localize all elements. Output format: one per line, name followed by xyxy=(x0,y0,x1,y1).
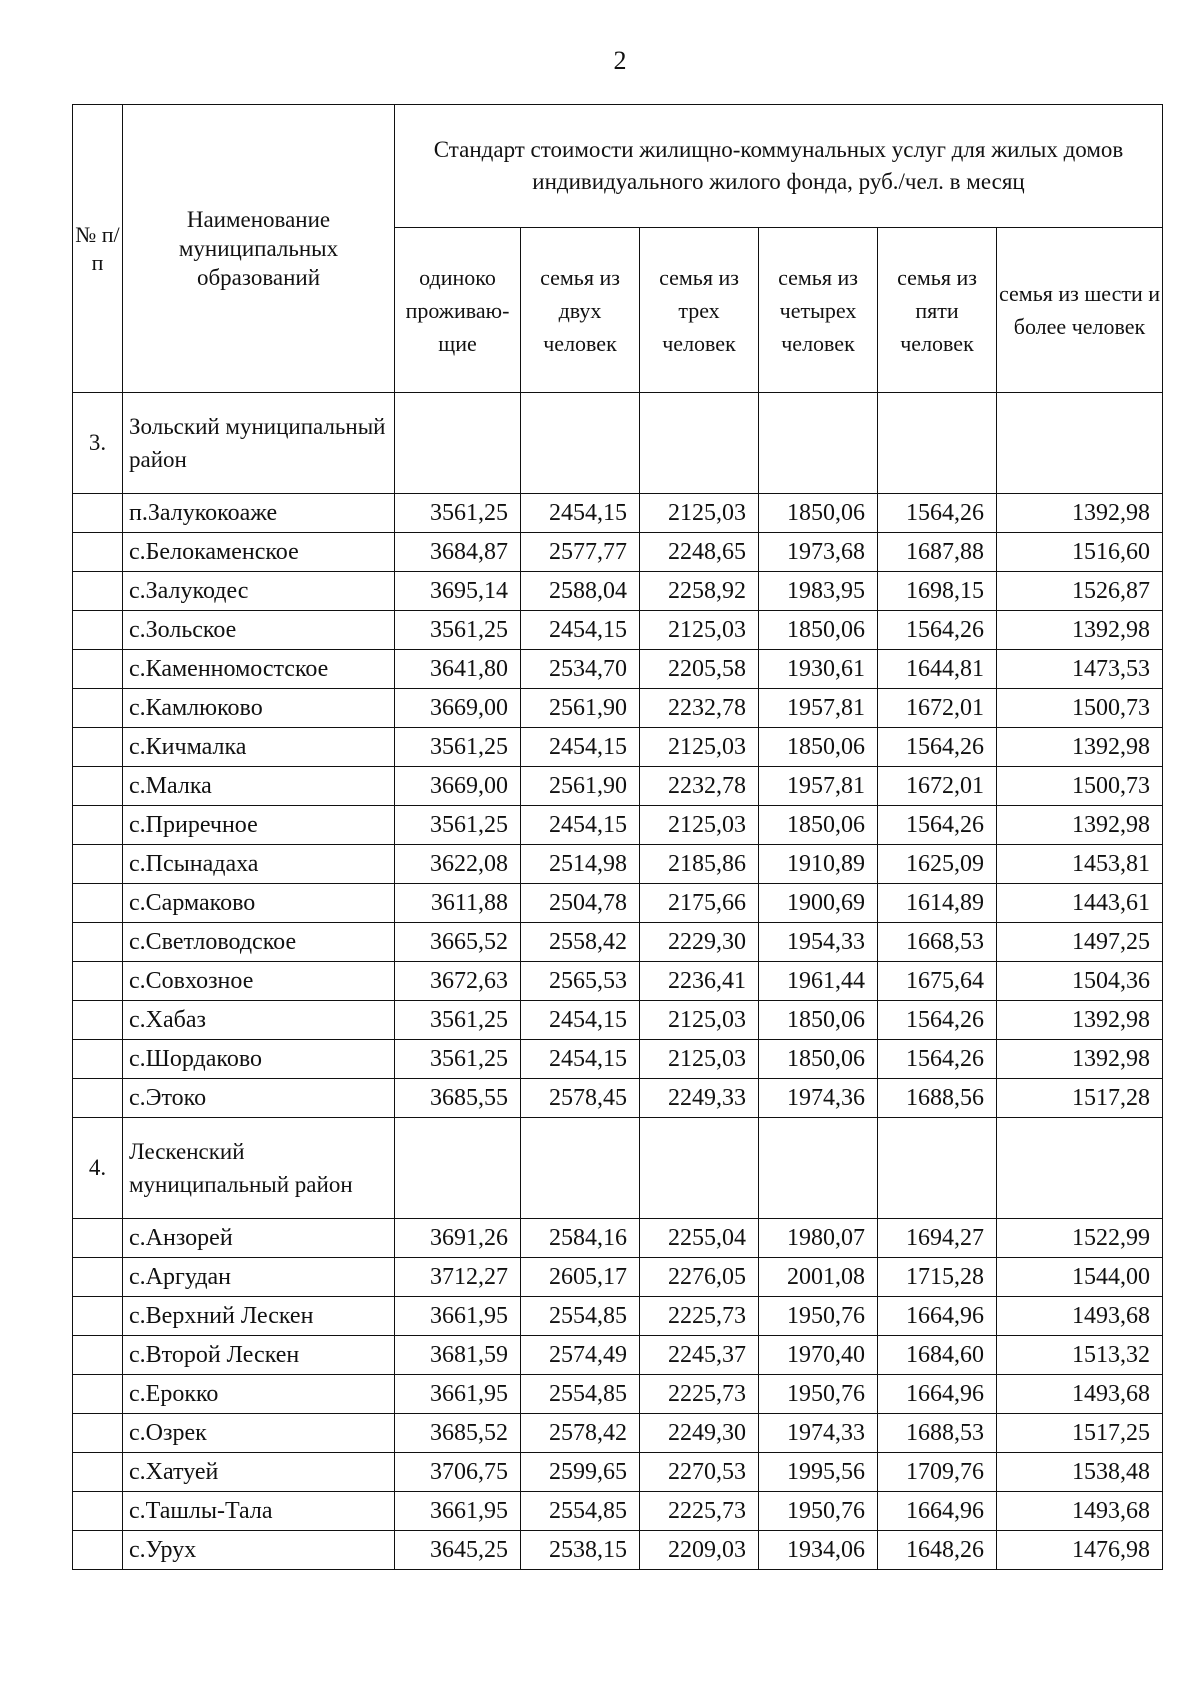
header-family-5: семья из пяти человек xyxy=(878,228,997,393)
cost-value: 2125,03 xyxy=(640,1001,759,1040)
table-row xyxy=(73,1219,1163,1258)
cost-value: 1675,64 xyxy=(878,962,997,1001)
cost-value: 3695,14 xyxy=(395,572,521,611)
cost-value: 2270,53 xyxy=(640,1453,759,1492)
cost-value: 3661,95 xyxy=(395,1297,521,1336)
cost-value: 2249,33 xyxy=(640,1079,759,1118)
cost-value: 2554,85 xyxy=(521,1375,640,1414)
cost-value: 2205,58 xyxy=(640,650,759,689)
cost-value: 2225,73 xyxy=(640,1375,759,1414)
cost-value: 1504,36 xyxy=(997,962,1163,1001)
settlement-name: с.Второй Лескен xyxy=(123,1336,395,1375)
cost-value: 2577,77 xyxy=(521,533,640,572)
cost-value: 1950,76 xyxy=(759,1375,878,1414)
table-row xyxy=(73,845,1163,884)
cost-value: 3561,25 xyxy=(395,728,521,767)
cost-value: 1684,60 xyxy=(878,1336,997,1375)
cost-value: 2248,65 xyxy=(640,533,759,572)
settlement-name: с.Приречное xyxy=(123,806,395,845)
cost-value: 1664,96 xyxy=(878,1375,997,1414)
settlement-name: с.Ташлы-Тала xyxy=(123,1492,395,1531)
empty-cell xyxy=(759,1118,878,1219)
cost-value: 1473,53 xyxy=(997,650,1163,689)
row-number-cell xyxy=(73,611,123,650)
cost-value: 1850,06 xyxy=(759,494,878,533)
cost-value: 3645,25 xyxy=(395,1531,521,1570)
cost-value: 2454,15 xyxy=(521,1040,640,1079)
settlement-name: с.Светловодское xyxy=(123,923,395,962)
cost-value: 3665,52 xyxy=(395,923,521,962)
table-row xyxy=(73,806,1163,845)
cost-value: 1910,89 xyxy=(759,845,878,884)
cost-value: 1950,76 xyxy=(759,1297,878,1336)
section-number: 4. xyxy=(73,1118,123,1219)
cost-value: 2276,05 xyxy=(640,1258,759,1297)
cost-value: 2255,04 xyxy=(640,1219,759,1258)
header-row-top xyxy=(73,105,1163,228)
cost-value: 1850,06 xyxy=(759,728,878,767)
row-number-cell xyxy=(73,962,123,1001)
settlement-name: с.Малка xyxy=(123,767,395,806)
section-row xyxy=(73,393,1163,494)
cost-value: 3661,95 xyxy=(395,1492,521,1531)
row-number-cell xyxy=(73,728,123,767)
row-number-cell xyxy=(73,767,123,806)
cost-value: 3672,63 xyxy=(395,962,521,1001)
row-number-cell xyxy=(73,845,123,884)
cost-value: 3661,95 xyxy=(395,1375,521,1414)
cost-value: 1850,06 xyxy=(759,1001,878,1040)
table-row xyxy=(73,1453,1163,1492)
table-row xyxy=(73,1297,1163,1336)
empty-cell xyxy=(878,393,997,494)
cost-value: 1672,01 xyxy=(878,689,997,728)
cost-value: 1709,76 xyxy=(878,1453,997,1492)
table-row xyxy=(73,1414,1163,1453)
cost-value: 1672,01 xyxy=(878,767,997,806)
cost-value: 3669,00 xyxy=(395,689,521,728)
cost-value: 1564,26 xyxy=(878,494,997,533)
page-number: 2 xyxy=(613,46,627,75)
settlement-name: с.Урух xyxy=(123,1531,395,1570)
header-number: № п/п xyxy=(73,105,123,393)
table-row xyxy=(73,1531,1163,1570)
cost-value: 1974,36 xyxy=(759,1079,878,1118)
cost-value: 3669,00 xyxy=(395,767,521,806)
cost-value: 2249,30 xyxy=(640,1414,759,1453)
cost-value: 1688,56 xyxy=(878,1079,997,1118)
cost-value: 2258,92 xyxy=(640,572,759,611)
section-name: Лескенский муниципальный район xyxy=(123,1118,395,1219)
cost-value: 1934,06 xyxy=(759,1531,878,1570)
table-row xyxy=(73,1040,1163,1079)
table-row xyxy=(73,767,1163,806)
cost-value: 1517,25 xyxy=(997,1414,1163,1453)
header-cost-standard: Стандарт стоимости жилищно-коммунальных услуг для жилых домов индивидуального жилого фонда, руб./чел. в месяц xyxy=(395,105,1163,228)
cost-value: 1453,81 xyxy=(997,845,1163,884)
cost-value: 1516,60 xyxy=(997,533,1163,572)
empty-cell xyxy=(759,393,878,494)
cost-value: 1392,98 xyxy=(997,1001,1163,1040)
cost-value: 1664,96 xyxy=(878,1492,997,1531)
empty-cell xyxy=(395,1118,521,1219)
cost-value: 3712,27 xyxy=(395,1258,521,1297)
cost-value: 1954,33 xyxy=(759,923,878,962)
row-number-cell xyxy=(73,1375,123,1414)
cost-value: 1497,25 xyxy=(997,923,1163,962)
settlement-name: с.Каменномостское xyxy=(123,650,395,689)
cost-value: 1664,96 xyxy=(878,1297,997,1336)
settlement-name: с.Верхний Лескен xyxy=(123,1297,395,1336)
cost-value: 2574,49 xyxy=(521,1336,640,1375)
cost-value: 1614,89 xyxy=(878,884,997,923)
cost-value: 2245,37 xyxy=(640,1336,759,1375)
cost-value: 1392,98 xyxy=(997,1040,1163,1079)
cost-value: 1973,68 xyxy=(759,533,878,572)
cost-value: 1522,99 xyxy=(997,1219,1163,1258)
cost-value: 2578,42 xyxy=(521,1414,640,1453)
row-number-cell xyxy=(73,1297,123,1336)
cost-standard-table xyxy=(72,104,1163,1570)
settlement-name: с.Камлюково xyxy=(123,689,395,728)
table-row xyxy=(73,728,1163,767)
cost-value: 1995,56 xyxy=(759,1453,878,1492)
empty-cell xyxy=(997,1118,1163,1219)
table-row xyxy=(73,533,1163,572)
cost-value: 1687,88 xyxy=(878,533,997,572)
settlement-name: с.Совхозное xyxy=(123,962,395,1001)
cost-value: 1625,09 xyxy=(878,845,997,884)
cost-value: 3561,25 xyxy=(395,806,521,845)
row-number-cell xyxy=(73,923,123,962)
cost-value: 2185,86 xyxy=(640,845,759,884)
cost-value: 1694,27 xyxy=(878,1219,997,1258)
row-number-cell xyxy=(73,1453,123,1492)
cost-value: 1392,98 xyxy=(997,494,1163,533)
cost-value: 3611,88 xyxy=(395,884,521,923)
cost-value: 2232,78 xyxy=(640,689,759,728)
empty-cell xyxy=(997,393,1163,494)
row-number-cell xyxy=(73,494,123,533)
cost-value: 2232,78 xyxy=(640,767,759,806)
settlement-name: с.Анзорей xyxy=(123,1219,395,1258)
table-row xyxy=(73,1375,1163,1414)
cost-value: 2454,15 xyxy=(521,806,640,845)
settlement-name: с.Ерокко xyxy=(123,1375,395,1414)
settlement-name: с.Хатуей xyxy=(123,1453,395,1492)
cost-value: 1957,81 xyxy=(759,767,878,806)
empty-cell xyxy=(878,1118,997,1219)
table-row xyxy=(73,884,1163,923)
table-row xyxy=(73,494,1163,533)
cost-value: 2001,08 xyxy=(759,1258,878,1297)
cost-value: 1564,26 xyxy=(878,728,997,767)
row-number-cell xyxy=(73,1531,123,1570)
cost-value: 3622,08 xyxy=(395,845,521,884)
cost-value: 2125,03 xyxy=(640,1040,759,1079)
row-number-cell xyxy=(73,884,123,923)
row-number-cell xyxy=(73,533,123,572)
settlement-name: с.Белокаменское xyxy=(123,533,395,572)
cost-value: 3691,26 xyxy=(395,1219,521,1258)
cost-value: 1500,73 xyxy=(997,689,1163,728)
cost-value: 1513,32 xyxy=(997,1336,1163,1375)
empty-cell xyxy=(521,1118,640,1219)
cost-value: 2454,15 xyxy=(521,1001,640,1040)
cost-value: 2225,73 xyxy=(640,1297,759,1336)
header-single: одиноко проживаю-щие xyxy=(395,228,521,393)
settlement-name: с.Кичмалка xyxy=(123,728,395,767)
cost-value: 2554,85 xyxy=(521,1492,640,1531)
section-name: Зольский муниципальный район xyxy=(123,393,395,494)
cost-value: 1564,26 xyxy=(878,1001,997,1040)
settlement-name: с.Зольское xyxy=(123,611,395,650)
table-row xyxy=(73,611,1163,650)
cost-value: 2225,73 xyxy=(640,1492,759,1531)
cost-value: 2538,15 xyxy=(521,1531,640,1570)
row-number-cell xyxy=(73,1079,123,1118)
cost-value: 1970,40 xyxy=(759,1336,878,1375)
row-number-cell xyxy=(73,1001,123,1040)
table-row xyxy=(73,1079,1163,1118)
header-family-2: семья из двух человек xyxy=(521,228,640,393)
cost-value: 2561,90 xyxy=(521,689,640,728)
cost-value: 1476,98 xyxy=(997,1531,1163,1570)
cost-value: 2125,03 xyxy=(640,806,759,845)
settlement-name: с.Озрек xyxy=(123,1414,395,1453)
table-body xyxy=(73,393,1163,1570)
empty-cell xyxy=(640,1118,759,1219)
row-number-cell xyxy=(73,1219,123,1258)
cost-value: 1698,15 xyxy=(878,572,997,611)
cost-value: 1493,68 xyxy=(997,1297,1163,1336)
cost-value: 1961,44 xyxy=(759,962,878,1001)
cost-value: 2209,03 xyxy=(640,1531,759,1570)
cost-value: 1688,53 xyxy=(878,1414,997,1453)
cost-value: 1564,26 xyxy=(878,806,997,845)
table-row xyxy=(73,1258,1163,1297)
table-row xyxy=(73,923,1163,962)
cost-value: 1564,26 xyxy=(878,611,997,650)
cost-value: 1930,61 xyxy=(759,650,878,689)
cost-value: 2554,85 xyxy=(521,1297,640,1336)
row-number-cell xyxy=(73,689,123,728)
cost-value: 2599,65 xyxy=(521,1453,640,1492)
cost-value: 1526,87 xyxy=(997,572,1163,611)
row-number-cell xyxy=(73,650,123,689)
settlement-name: п.Залукокоаже xyxy=(123,494,395,533)
cost-value: 2605,17 xyxy=(521,1258,640,1297)
settlement-name: с.Сармаково xyxy=(123,884,395,923)
header-family-6-plus: семья из шести и более человек xyxy=(997,228,1163,393)
cost-value: 1392,98 xyxy=(997,728,1163,767)
cost-value: 1538,48 xyxy=(997,1453,1163,1492)
header-municipality: Наименование муниципальных образований xyxy=(123,105,395,393)
cost-value: 3561,25 xyxy=(395,1040,521,1079)
row-number-cell xyxy=(73,572,123,611)
settlement-name: с.Шордаково xyxy=(123,1040,395,1079)
table-row xyxy=(73,1001,1163,1040)
empty-cell xyxy=(640,393,759,494)
cost-value: 2229,30 xyxy=(640,923,759,962)
cost-value: 3561,25 xyxy=(395,611,521,650)
row-number-cell xyxy=(73,1336,123,1375)
cost-value: 2504,78 xyxy=(521,884,640,923)
table-row xyxy=(73,1492,1163,1531)
cost-value: 3641,80 xyxy=(395,650,521,689)
row-number-cell xyxy=(73,1492,123,1531)
cost-value: 1983,95 xyxy=(759,572,878,611)
row-number-cell xyxy=(73,806,123,845)
cost-value: 3706,75 xyxy=(395,1453,521,1492)
cost-value: 1980,07 xyxy=(759,1219,878,1258)
cost-value: 2236,41 xyxy=(640,962,759,1001)
cost-value: 1493,68 xyxy=(997,1375,1163,1414)
cost-value: 1957,81 xyxy=(759,689,878,728)
header-family-4: семья из четырех человек xyxy=(759,228,878,393)
settlement-name: с.Этоко xyxy=(123,1079,395,1118)
cost-value: 1517,28 xyxy=(997,1079,1163,1118)
settlement-name: с.Залукодес xyxy=(123,572,395,611)
cost-value: 2584,16 xyxy=(521,1219,640,1258)
header-family-3: семья из трех человек xyxy=(640,228,759,393)
cost-value: 1850,06 xyxy=(759,806,878,845)
cost-value: 1392,98 xyxy=(997,611,1163,650)
row-number-cell xyxy=(73,1258,123,1297)
cost-value: 2175,66 xyxy=(640,884,759,923)
cost-value: 1443,61 xyxy=(997,884,1163,923)
cost-value: 3685,55 xyxy=(395,1079,521,1118)
table-row xyxy=(73,962,1163,1001)
cost-value: 3681,59 xyxy=(395,1336,521,1375)
cost-value: 1850,06 xyxy=(759,1040,878,1079)
table-row xyxy=(73,1336,1163,1375)
section-number: 3. xyxy=(73,393,123,494)
cost-value: 2514,98 xyxy=(521,845,640,884)
cost-value: 1715,28 xyxy=(878,1258,997,1297)
empty-cell xyxy=(395,393,521,494)
cost-value: 2561,90 xyxy=(521,767,640,806)
cost-value: 1500,73 xyxy=(997,767,1163,806)
cost-value: 2565,53 xyxy=(521,962,640,1001)
cost-value: 2578,45 xyxy=(521,1079,640,1118)
cost-value: 3561,25 xyxy=(395,494,521,533)
cost-value: 1950,76 xyxy=(759,1492,878,1531)
settlement-name: с.Псынадаха xyxy=(123,845,395,884)
cost-value: 3561,25 xyxy=(395,1001,521,1040)
cost-value: 1493,68 xyxy=(997,1492,1163,1531)
cost-value: 1564,26 xyxy=(878,1040,997,1079)
table-row xyxy=(73,572,1163,611)
cost-value: 1668,53 xyxy=(878,923,997,962)
cost-value: 1544,00 xyxy=(997,1258,1163,1297)
settlement-name: с.Хабаз xyxy=(123,1001,395,1040)
cost-value: 2454,15 xyxy=(521,728,640,767)
cost-value: 2125,03 xyxy=(640,611,759,650)
settlement-name: с.Аргудан xyxy=(123,1258,395,1297)
cost-value: 2454,15 xyxy=(521,494,640,533)
cost-value: 3685,52 xyxy=(395,1414,521,1453)
cost-value: 1974,33 xyxy=(759,1414,878,1453)
table-row xyxy=(73,689,1163,728)
cost-value: 1900,69 xyxy=(759,884,878,923)
cost-value: 3684,87 xyxy=(395,533,521,572)
cost-value: 1392,98 xyxy=(997,806,1163,845)
cost-value: 2454,15 xyxy=(521,611,640,650)
cost-value: 1648,26 xyxy=(878,1531,997,1570)
row-number-cell xyxy=(73,1040,123,1079)
cost-value: 1850,06 xyxy=(759,611,878,650)
cost-value: 2125,03 xyxy=(640,494,759,533)
section-row xyxy=(73,1118,1163,1219)
cost-value: 2534,70 xyxy=(521,650,640,689)
table-row xyxy=(73,650,1163,689)
row-number-cell xyxy=(73,1414,123,1453)
cost-value: 2588,04 xyxy=(521,572,640,611)
empty-cell xyxy=(521,393,640,494)
cost-value: 2125,03 xyxy=(640,728,759,767)
cost-value: 2558,42 xyxy=(521,923,640,962)
cost-value: 1644,81 xyxy=(878,650,997,689)
